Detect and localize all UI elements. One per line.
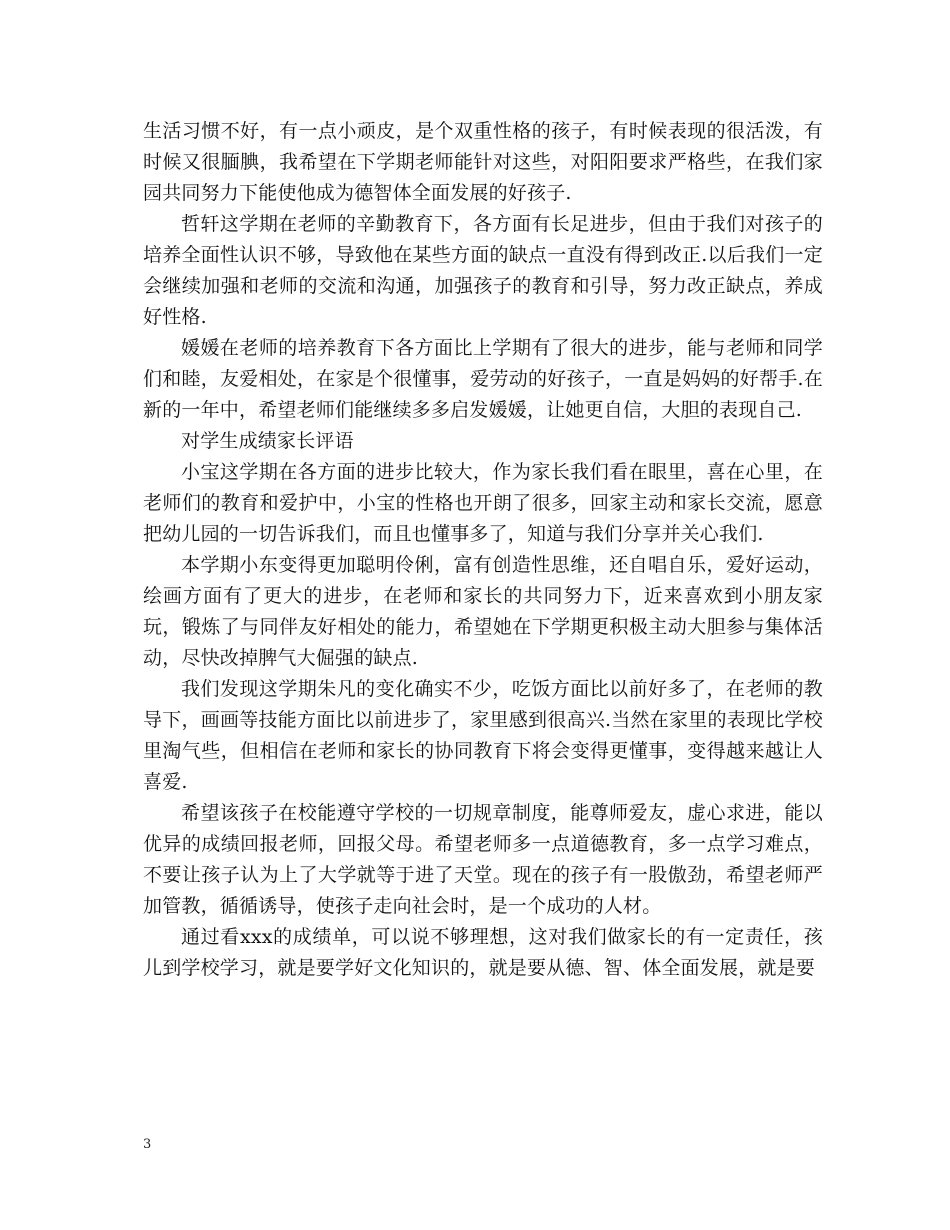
paragraph: 本学期小东变得更加聪明伶俐，富有创造性思维，还自唱自乐，爱好运动，绘画方面有了更大的进步，在老师和家长的共同努力下，近来喜欢到小朋友家玩，锻炼了与同伴友好相处的能力，希望她在下学期更积极主动大胆参与集体活动，尽快改掉脾气大倔强的缺点. xyxy=(143,554,823,669)
paragraph: 通过看xxx的成绩单，可以说不够理想，这对我们做家长的有一定责任，孩儿到学校学习，就是要学好文化知识的，就是要从德、智、体全面发展，就是要 xyxy=(143,926,823,979)
paragraph: 我们发现这学期朱凡的变化确实不少，吃饭方面比以前好多了，在老师的教导下，画画等技能方面比以前进步了，家里感到很高兴.当然在家里的表现比学校里淘气些，但相信在老师和家长的协同教育下将会变得更懂事，变得越来越让人喜爱. xyxy=(143,678,823,793)
paragraph: 生活习惯不好，有一点小顽皮，是个双重性格的孩子，有时候表现的很活泼，有时候又很腼腆，我希望在下学期老师能针对这些，对阳阳要求严格些，在我们家园共同努力下能使他成为德智体全面发展的好孩子. xyxy=(143,120,823,204)
paragraph: 哲轩这学期在老师的辛勤教育下，各方面有长足进步，但由于我们对孩子的培养全面性认识不够，导致他在某些方面的缺点一直没有得到改正.以后我们一定会继续加强和老师的交流和沟通，加强孩子的教育和引导，努力改正缺点，养成好性格. xyxy=(143,213,823,328)
paragraph: 媛媛在老师的培养教育下各方面比上学期有了很大的进步，能与老师和同学们和睦，友爱相处，在家是个很懂事，爱劳动的好孩子，一直是妈妈的好帮手.在新的一年中，希望老师们能继续多多启发媛媛，让她更自信，大胆的表现自己. xyxy=(143,337,823,421)
section-heading: 对学生成绩家长评语 xyxy=(181,430,354,452)
page-number: 3 xyxy=(143,1137,152,1152)
body-text xyxy=(143,116,823,984)
paragraph: 希望该孩子在校能遵守学校的一切规章制度，能尊师爱友，虚心求进，能以优异的成绩回报老师，回报父母。希望老师多一点道德教育，多一点学习难点，不要让孩子认为上了大学就等于进了天堂。现在的孩子有一股傲劲，希望老师严加管教，循循诱导，使孩子走向社会时，是一个成功的人材。 xyxy=(143,802,823,917)
paragraph: 小宝这学期在各方面的进步比较大，作为家长我们看在眼里，喜在心里，在老师们的教育和爱护中，小宝的性格也开朗了很多，回家主动和家长交流，愿意把幼儿园的一切告诉我们，而且也懂事多了，知道与我们分享并关心我们. xyxy=(143,461,823,545)
